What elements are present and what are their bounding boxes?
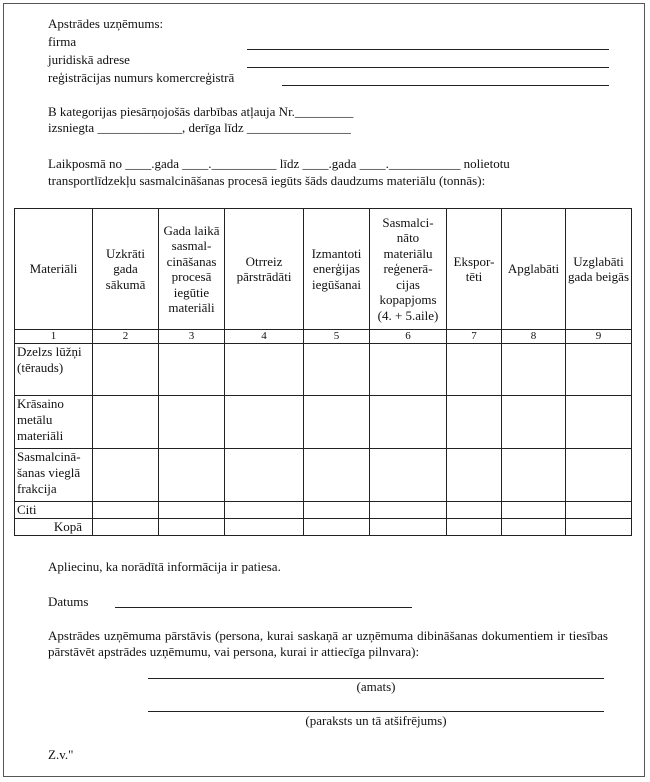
table-cell[interactable] [502,502,566,519]
table-cell[interactable] [566,502,632,519]
col-header-obtained: Gada laikā sasmal-cināšanas procesā iegūtie materiāli [159,209,225,330]
firm-field[interactable] [247,49,609,50]
table-cell[interactable] [370,396,447,449]
col-number: 7 [447,330,502,344]
permit-line: B kategorijas piesārņojošās darbības atļauja Nr._________ [48,104,354,119]
table-cell[interactable] [502,396,566,449]
address-field[interactable] [247,67,609,68]
col-header-materials: Materiāli [15,209,93,330]
col-header-energy: Izmantoti enerģijas iegūšanai [304,209,370,330]
table-cell[interactable] [304,502,370,519]
company-label: Apstrādes uzņēmums: [48,16,164,31]
col-number: 9 [566,330,632,344]
table-row [15,502,632,519]
permit-issued-line: izsniegta _____________, derīga līdz ________________ [48,120,351,135]
row-label-non-ferrous: Krāsaino metālu materiāli [15,396,93,449]
table-cell[interactable] [566,344,632,396]
table-cell[interactable] [370,502,447,519]
table-row [15,449,632,502]
table-row [15,344,632,396]
table-cell[interactable] [225,449,304,502]
table-cell[interactable] [159,502,225,519]
signature-caption: (paraksts un tā atšifrējums) [305,713,447,728]
table-cell[interactable] [447,449,502,502]
position-caption: (amats) [356,679,396,694]
col-number: 6 [370,330,447,344]
col-number: 2 [93,330,159,344]
table-cell[interactable] [370,344,447,396]
table-cell[interactable] [225,344,304,396]
representative-text: Apstrādes uzņēmuma pārstāvis (persona, kurai saskaņā ar uzņēmuma dibināšanas dokumentiem ir tiesības pārstāvēt apstrādes uzņēmumu, vai persona, kurai ir attiecīga pilnvara): [48,628,608,659]
table-cell[interactable] [447,396,502,449]
address-label: juridiskā adrese [48,52,130,67]
table-row [15,396,632,449]
table-cell[interactable] [225,502,304,519]
table-cell[interactable] [225,396,304,449]
table-cell[interactable] [447,344,502,396]
period-line: Laikposmā no ____.gada ____.__________ līdz ____.gada ____.___________ nolietotu [48,156,510,171]
table-cell[interactable] [159,344,225,396]
row-label-total: Kopā [15,519,93,536]
col-header-recycled: Otrreiz pārstrādāti [225,209,304,330]
firm-label: firma [48,34,77,49]
col-header-recovery-total: Sasmalci-nāto materiālu reģenerā-cijas kopapjoms (4. + 5.aile) [370,209,447,330]
row-label-other: Citi [15,502,93,519]
col-number: 5 [304,330,370,344]
table-cell[interactable] [304,449,370,502]
table-cell[interactable] [93,344,159,396]
col-number: 8 [502,330,566,344]
table-cell[interactable] [566,396,632,449]
table-cell[interactable] [502,449,566,502]
table-cell[interactable] [93,396,159,449]
table-cell[interactable] [566,519,632,536]
table-cell[interactable] [225,519,304,536]
table-cell[interactable] [159,396,225,449]
col-number: 3 [159,330,225,344]
row-label-steel-scrap: Dzelzs lūžņi (tērauds) [15,344,93,396]
table-cell[interactable] [502,344,566,396]
table-cell[interactable] [93,449,159,502]
col-header-start-stock: Uzkrāti gada sākumā [93,209,159,330]
col-header-landfilled: Apglabāti [502,209,566,330]
table-cell[interactable] [304,396,370,449]
table-cell[interactable] [566,449,632,502]
table-cell[interactable] [93,502,159,519]
confirmation-text: Apliecinu, ka norādītā informācija ir patiesa. [48,559,281,574]
table-cell[interactable] [502,519,566,536]
table-cell[interactable] [304,519,370,536]
table-cell[interactable] [159,449,225,502]
registration-field[interactable] [282,85,609,86]
materials-table [14,208,632,536]
row-label-light-fraction: Sasmalcinā-šanas vieglā frakcija [15,449,93,502]
table-cell[interactable] [370,519,447,536]
table-cell[interactable] [370,449,447,502]
table-cell[interactable] [447,502,502,519]
col-header-end-stock: Uzglabāti gada beigās [566,209,632,330]
col-number: 1 [15,330,93,344]
col-header-exported: Ekspor-tēti [447,209,502,330]
registration-label: reģistrācijas numurs komercreģistrā [48,70,235,85]
date-field[interactable] [115,607,412,608]
seal-placeholder: Z.v." [48,747,74,762]
table-header-row [15,209,632,330]
table-cell[interactable] [93,519,159,536]
table-row [15,519,632,536]
column-number-row [15,330,632,344]
signature-field[interactable] [148,711,604,712]
col-number: 4 [225,330,304,344]
table-cell[interactable] [159,519,225,536]
table-cell[interactable] [447,519,502,536]
table-cell[interactable] [304,344,370,396]
period-description: transportlīdzekļu sasmalcināšanas procesā iegūts šāds daudzums materiālu (tonnās): [48,173,486,188]
date-label: Datums [48,594,89,609]
